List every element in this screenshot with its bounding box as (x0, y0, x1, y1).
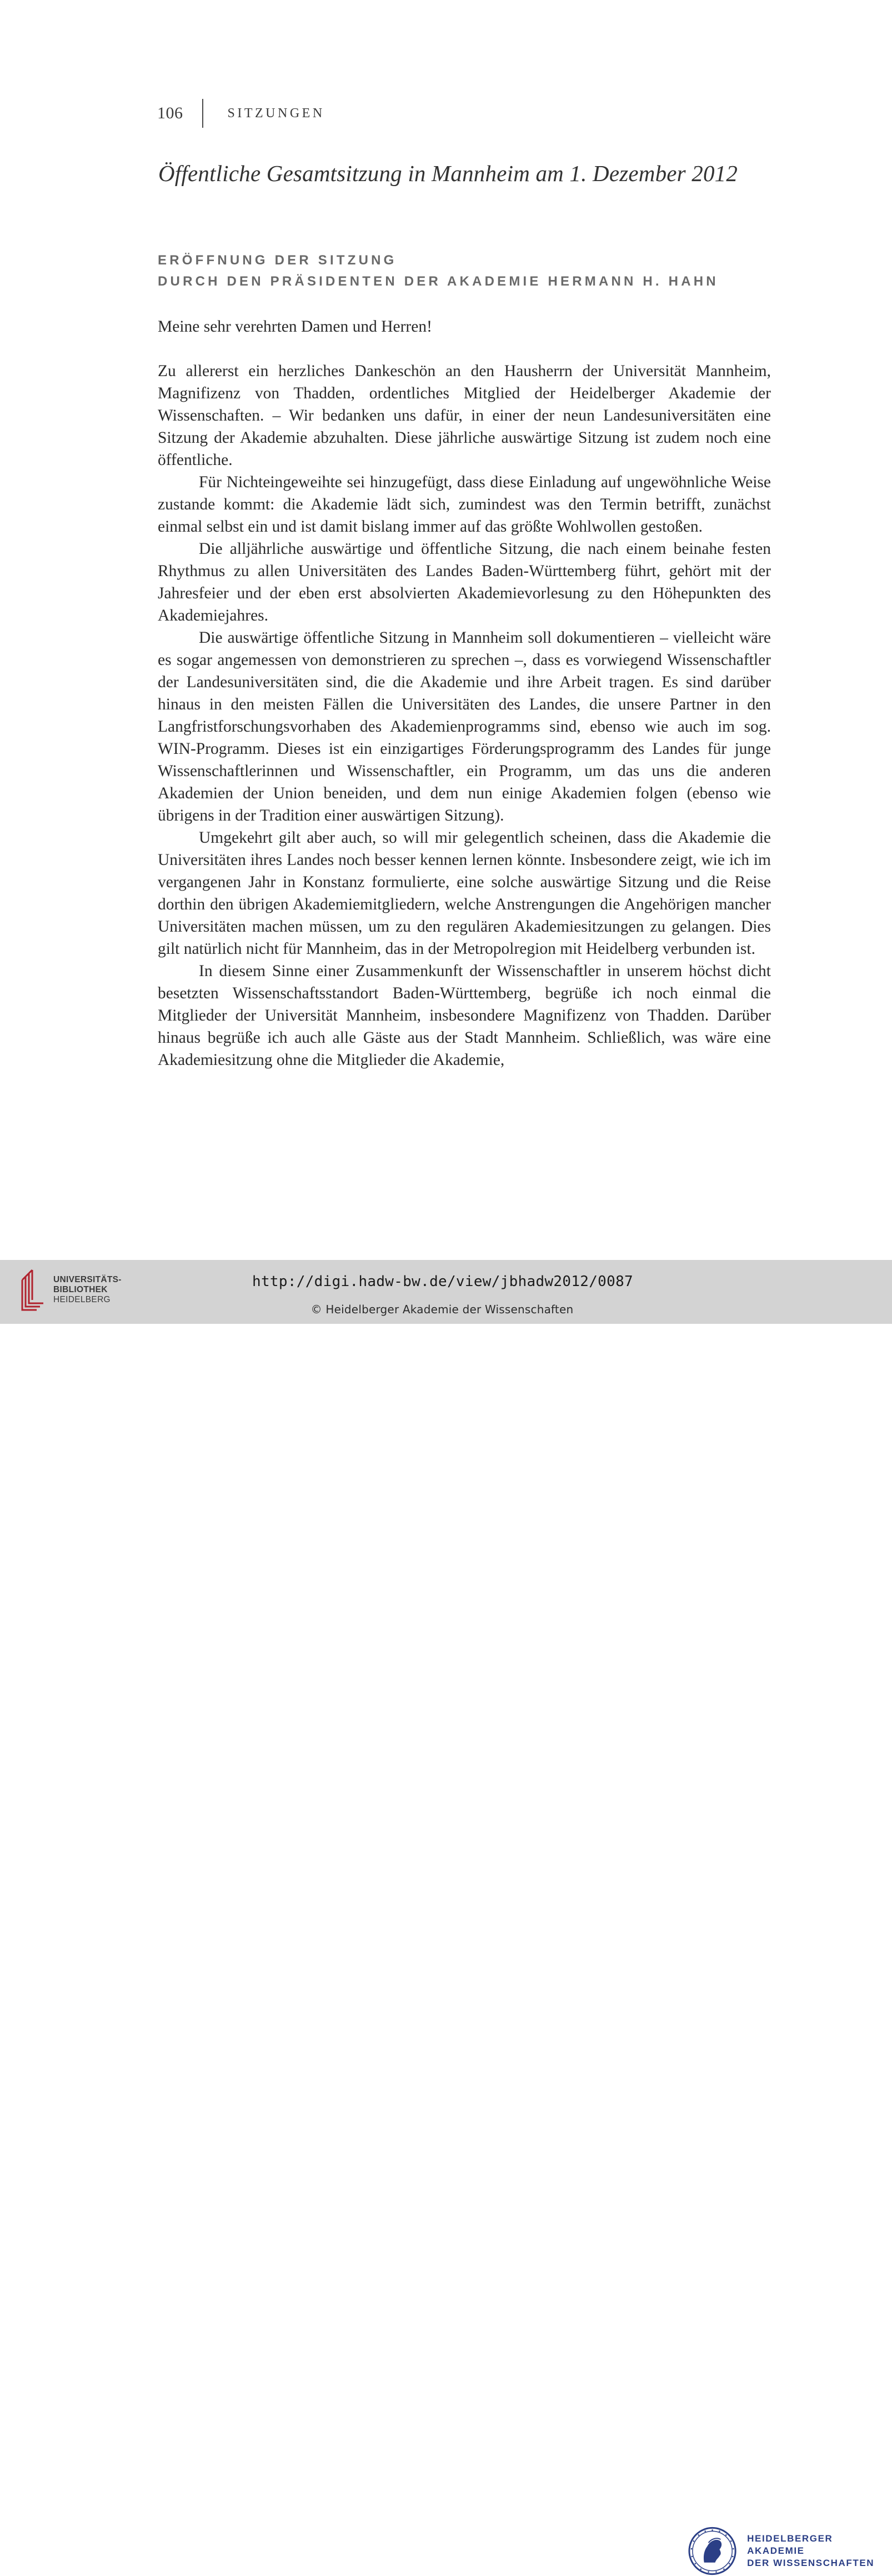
page-number: 106 (157, 104, 183, 122)
paragraph-5: Umgekehrt gilt aber auch, so will mir gelegentlich scheinen, dass die Akademie die Universitäten ihres Landes noch besser kennen lernen könnte. Insbesondere zeigt, wie ich im vergangenen Jahr in Konstanz formulierte, eine solche auswärtige Sitzung und die Reise dorthin den übrigen Akademiemitgliedern, welche Anstrengungen die Angehörigen mancher Universitäten machen müssen, um zu den regulären Akademiesitzungen zu gelangen. Dies gilt natürlich nicht für Mannheim, das in der Metropolregion mit Heidelberg verbunden ist. (158, 829, 771, 958)
academy-logo[interactable] (688, 2526, 892, 2576)
permalink[interactable]: http://digi.hadw-bw.de/view/jbhadw2012/0087 (252, 1273, 633, 1290)
permalink-container (0, 1273, 892, 1290)
copyright-notice: © Heidelberger Akademie der Wissenschaften (310, 1303, 574, 1316)
running-header (157, 98, 325, 129)
paragraph-4: Die auswärtige öffentliche Sitzung in Mannheim soll dokumentieren – vielleicht wäre es sogar angemessen von demonstrieren zu sprechen –, dass es vorwiegend Wissenschaftler der Landesuniversitäten sind, die die Akademie und ihre Arbeit tragen. Es sind darüber hinaus in den meisten Fällen die Universitäten des Landes, die unsere Partner in den Langfristforschungsvorhaben des Akademienprogramms sind, ebenso wie auch im sog. WIN-Programm. Dieses ist ein einzigartiges Förderungsprogramm des Landes für junge Wissenschaftlerinnen und Wissenschaftler, ein Programm, um das uns die anderen Akademien der Union beneiden, und dem nun einige Akademien folgen (ebenso wie übrigens in der Tradition einer auswärtigen Sitzung). (158, 629, 771, 824)
header-divider (202, 99, 203, 128)
academy-name-line-2: DER WISSENSCHAFTEN (747, 2558, 875, 2568)
speech-heading-line-1: ERÖFFNUNG DER SITZUNG (158, 253, 397, 268)
paragraph-6: In diesem Sinne einer Zusammenkunft der Wissenschaftler in unserem höchst dicht besetzten Wissenschaftsstandort Baden-Württemberg, begrüße ich noch einmal die Mitglieder der Universität Mannheim, insbesondere Magnifizenz von Thadden. Darüber hinaus begrüße ich auch alle Gäste aus der Stadt Mannheim. Schließlich, was wäre eine Akademiesitzung ohne die Mitglieder die Akademie, (158, 962, 771, 1069)
speech-heading (158, 250, 719, 292)
academy-name-line-1: HEIDELBERGER AKADEMIE (747, 2533, 833, 2556)
chapter-title: Öffentliche Gesamtsitzung in Mannheim am 1. Dezember 2012 (158, 161, 738, 186)
paragraph-2: Für Nichteingeweihte sei hinzugefügt, dass diese Einladung auf ungewöhnliche Weise zustande kommt: die Akademie lädt sich, zumindest was den Termin betrifft, zunächst einmal selbst ein und ist damit bislang immer auf das größte Wohlwollen gestoßen. (158, 473, 771, 536)
academy-seal-icon (688, 2526, 737, 2576)
paragraph-1: Zu allererst ein herzliches Dankeschön an den Hausherrn der Universität Mannheim, Magnifizenz von Thadden, ordentliches Mitglied der Heidelberger Akademie der Wissenschaften. – Wir bedanken uns dafür, in einer der neun Landesuniversitäten eine Sitzung der Akademie abzuhalten. Diese jährliche auswärtige Sitzung ist zudem noch eine öffentliche. (158, 362, 771, 469)
section-name: SITZUNGEN (227, 106, 325, 121)
library-name-line-1: UNIVERSITÄTS- (53, 1275, 122, 1284)
document-page (0, 0, 892, 1260)
library-name-line-2: BIBLIOTHEK (53, 1285, 108, 1294)
copyright-container (0, 1303, 892, 1316)
body-text (158, 316, 771, 1071)
paragraph-3: Die alljährliche auswärtige und öffentliche Sitzung, die nach einem beinahe festen Rhythmus zu allen Universitäten des Landes Baden-Württemberg führt, gehört mit der Jahresfeier und der eben erst absolvierten Akademievorlesung zu den Höhepunkten des Akademiejahres. (158, 540, 771, 624)
library-city: HEIDELBERG (53, 1295, 111, 1304)
salutation: Meine sehr verehrten Damen und Herren! (158, 318, 432, 336)
academy-name (747, 2533, 892, 2569)
speech-heading-line-2: DURCH DEN PRÄSIDENTEN DER AKADEMIE HERMANN H. HAHN (158, 274, 719, 289)
